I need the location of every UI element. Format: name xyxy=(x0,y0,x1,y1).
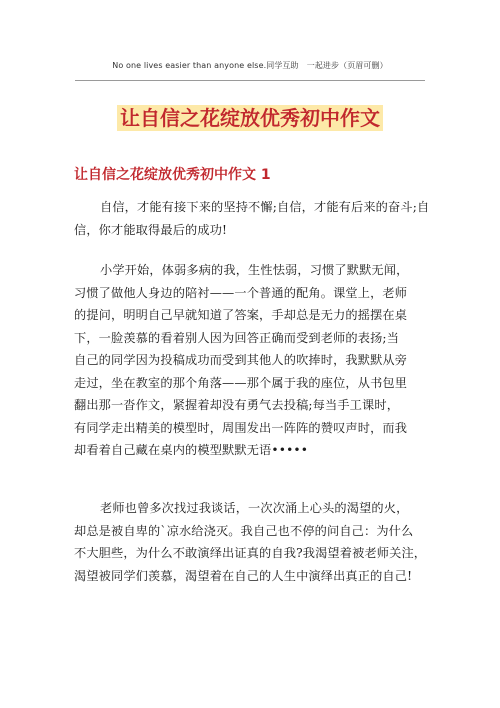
paragraph-line: 下，一脸羡慕的看着别人因为回答正确而受到老师的表扬;当 xyxy=(74,330,400,345)
paragraph-line: 自信，才能有接下来的坚持不懈;自信，才能有后来的奋斗;自 xyxy=(100,200,430,214)
paragraph-line: 不大胆些，为什么不敢演绎出证真的自我?我渴望着被老师关注， xyxy=(74,546,427,560)
paragraph-line: 的提问，明明自己早就知道了答案，手却总是无力的摇摆在桌 xyxy=(74,308,408,322)
paragraph-line: 却总是被自卑的`凉水给浇灭。我自己也不停的问自己：为什么 xyxy=(74,523,414,538)
paragraph-line: 老师也曾多次找过我谈话，一次次涌上心头的渴望的火， xyxy=(100,501,409,515)
paragraph-line: 习惯了做他人身边的陪衬——一个普通的配角。课堂上，老师 xyxy=(74,285,408,300)
paragraph-line: 小学开始，体弱多病的我，生性怯弱，习惯了默默无闻， xyxy=(100,263,409,277)
page-header-slogan: No one lives easier than anyone else.同学互助 一起进步（页眉可删） xyxy=(112,61,388,70)
section-heading: 让自信之花绽放优秀初中作文 1 xyxy=(74,167,271,183)
paragraph-line: 渴望被同学们羡慕，渴望着在自己的人生中演绎出真正的自己! xyxy=(74,568,413,583)
document-title xyxy=(0,102,500,131)
paragraph-line: 翻出那一沓作文，紧握着却没有勇气去投稿;每当手工课时， xyxy=(74,398,400,412)
paragraph-line: 有同学走出精美的模型时，周围发出一阵阵的赞叹声时，而我 xyxy=(74,420,408,435)
paragraph-line: 自己的同学因为投稿成功而受到其他人的吹捧时，我默默从旁 xyxy=(74,353,408,367)
header-divider xyxy=(75,80,425,81)
paragraph-line: 信，你才能取得最后的成功! xyxy=(74,222,228,237)
paragraph-1 xyxy=(74,196,444,241)
paragraph-2 xyxy=(74,259,444,462)
paragraph-line: 却看着自己藏在桌内的模型默默无语••••• xyxy=(74,443,309,457)
paragraph-line: 走过，坐在教室的那个角落——那个属于我的座位，从书包里 xyxy=(74,375,408,390)
document-title-text: 让自信之花绽放优秀初中作文 xyxy=(117,105,383,131)
paragraph-3 xyxy=(74,497,444,587)
